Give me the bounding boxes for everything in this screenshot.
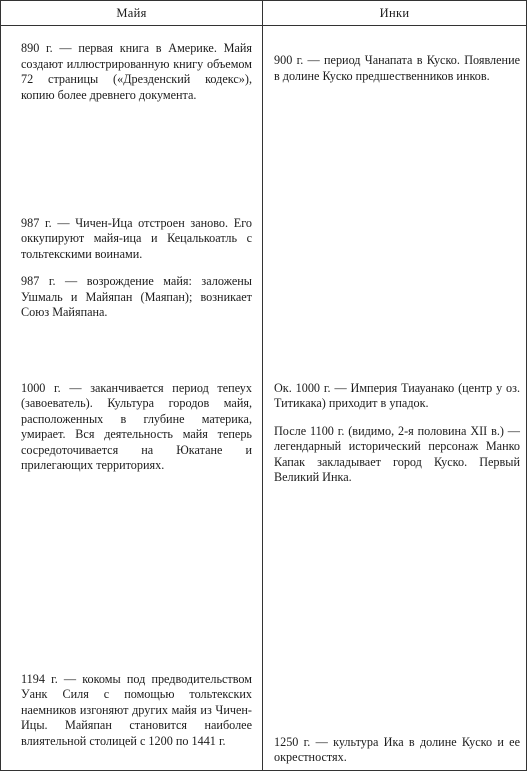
inca-cell bbox=[263, 666, 527, 771]
table-row bbox=[1, 206, 527, 351]
maya-column-header: Майя bbox=[1, 1, 263, 26]
maya-cell bbox=[1, 351, 263, 666]
maya-cell bbox=[1, 26, 263, 206]
inca-cell bbox=[263, 26, 527, 206]
inca-cell bbox=[263, 351, 527, 666]
table-row bbox=[1, 351, 527, 666]
inca-entry-900: 900 г. — период Чанапата в Куско. Появление в долине Куско предшественников инков. bbox=[274, 53, 520, 83]
inca-cell-empty bbox=[263, 206, 527, 351]
inca-entry-1100: После 1100 г. (видимо, 2-я половина XII в.) — легендарный исторический персонаж Манко Капак закладывает город Куско. Первый Великий Инка. bbox=[274, 423, 520, 485]
maya-cell bbox=[1, 666, 263, 771]
maya-entry-987b: 987 г. — возрождение майя: заложены Ушмаль и Майяпан (Маяпан); возникает Союз Майяпана. bbox=[21, 274, 252, 320]
maya-entry-1194: 1194 г. — кокомы под предводительством Уанк Силя с помощью тольтекских наемников изгоняют других майя из Чичен-Ицы. Майяпан становится наиболее влиятельной столицей с 1200 по 1441 г. bbox=[21, 671, 252, 748]
maya-entry-987a: 987 г. — Чичен-Ица отстроен заново. Его оккупируют майя-ица и Кецалькоатль с тольтекскими воинами. bbox=[21, 215, 252, 261]
maya-entry-890: 890 г. — первая книга в Америке. Майя создают иллюстрированную книгу объемом 72 страницы («Дрезденский кодекс»), копию более древнего документа. bbox=[21, 41, 252, 102]
maya-cell bbox=[1, 206, 263, 351]
inca-column-header: Инки bbox=[263, 1, 527, 26]
inca-entry-1000: Ок. 1000 г. — Империя Тиауанако (центр у оз. Титикака) приходит в упадок. bbox=[274, 380, 520, 411]
header-row bbox=[1, 1, 527, 26]
table-row bbox=[1, 26, 527, 206]
maya-entry-1000: 1000 г. — заканчивается период тепеух (завоеватель). Культура городов майя, расположенных в глубине материка, умирает. Вся деятельность майя теперь сосредоточивается на Юкатане и прилегающих территориях. bbox=[21, 380, 252, 473]
inca-entry-1250: 1250 г. — культура Ика в долине Куско и ее окрестностях. bbox=[274, 734, 520, 765]
table-row bbox=[1, 666, 527, 771]
